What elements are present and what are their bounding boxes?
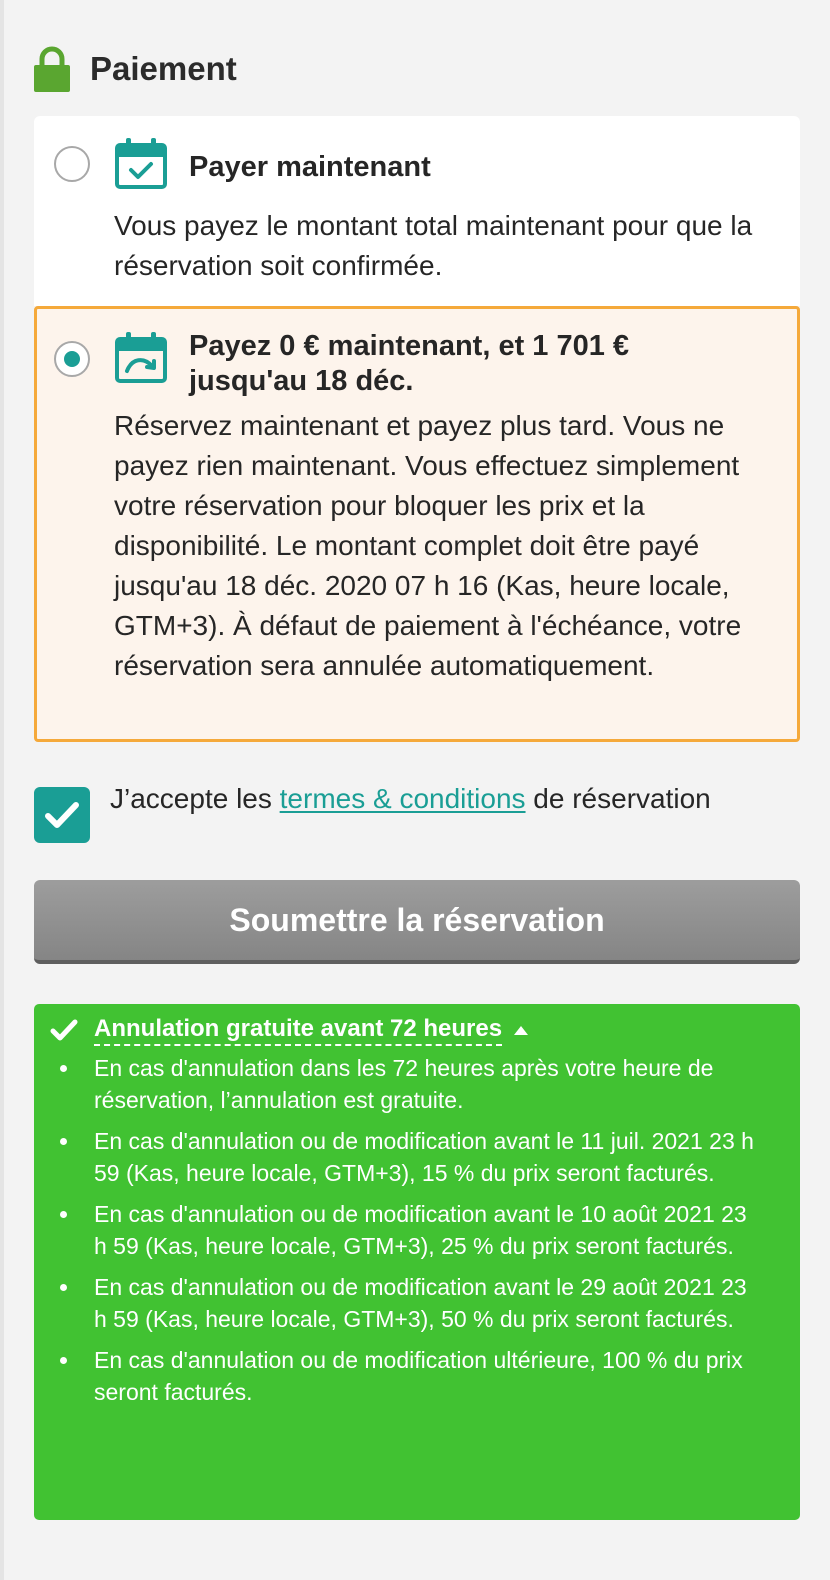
list-item: En cas d'annulation ou de modification avant le 29 août 2021 23 h 59 (Kas, heure locale, GTM+3), 50 % du prix seront facturés. [34,1271,800,1335]
terms-checkbox[interactable] [34,787,90,843]
pay-later-description: Réservez maintenant et payez plus tard. Vous ne payez rien maintenant. Vous effectuez simplement votre réservation pour bloquer les prix et la disponibilité. Le montant complet doit être payé jusqu'au 18 déc. 2020 07 h 16 (Kas, heure locale, GTM+3). À défaut de paiement à l'échéance, votre réservation sera annulée automatiquement. [114,410,742,681]
pay-later-radio[interactable] [54,341,90,377]
cancellation-header[interactable] [50,1014,528,1046]
check-icon [50,1018,78,1042]
list-item: En cas d'annulation ou de modification ultérieure, 100 % du prix seront facturés. [34,1344,800,1408]
pay-now-description: Vous payez le montant total maintenant pour que la réservation soit confirmée. [114,210,753,281]
caret-up-icon[interactable] [514,1026,528,1035]
payment-header [34,44,237,94]
cancellation-policy-box [34,1004,800,1520]
list-item: En cas d'annulation ou de modification avant le 10 août 2021 23 h 59 (Kas, heure locale, GTM+3), 25 % du prix seront facturés. [34,1198,800,1262]
terms-acceptance [34,785,800,855]
cancellation-title[interactable]: Annulation gratuite avant 72 heures [94,1015,502,1046]
page-title: Paiement [90,50,237,87]
submit-reservation-button[interactable]: Soumettre la réservation [34,880,800,964]
list-item: En cas d'annulation dans les 72 heures après votre heure de réservation, l’annulation est gratuite. [34,1052,800,1116]
checkmark-icon [44,799,80,831]
calendar-check-icon [114,136,168,190]
calendar-arrow-icon [114,330,168,384]
pay-now-title: Payer maintenant [189,151,431,183]
list-item: En cas d'annulation ou de modification avant le 11 juil. 2021 23 h 59 (Kas, heure locale, GTM+3), 15 % du prix seront facturés. [34,1125,800,1189]
terms-suffix: de réservation [525,783,711,814]
terms-conditions-link[interactable]: termes & conditions [279,783,526,814]
payment-option-pay-now[interactable] [34,116,800,306]
payment-options [34,116,800,742]
page-left-border [0,0,4,1580]
terms-label [110,782,730,816]
pay-later-title: Payez 0 € maintenant, et 1 701 € jusqu'au 18 déc. [189,330,630,397]
lock-icon [34,46,70,92]
pay-now-radio[interactable] [54,146,90,182]
terms-prefix: J’accepte les [110,783,280,814]
cancellation-list [34,1052,800,1417]
payment-option-pay-later[interactable] [34,306,800,742]
